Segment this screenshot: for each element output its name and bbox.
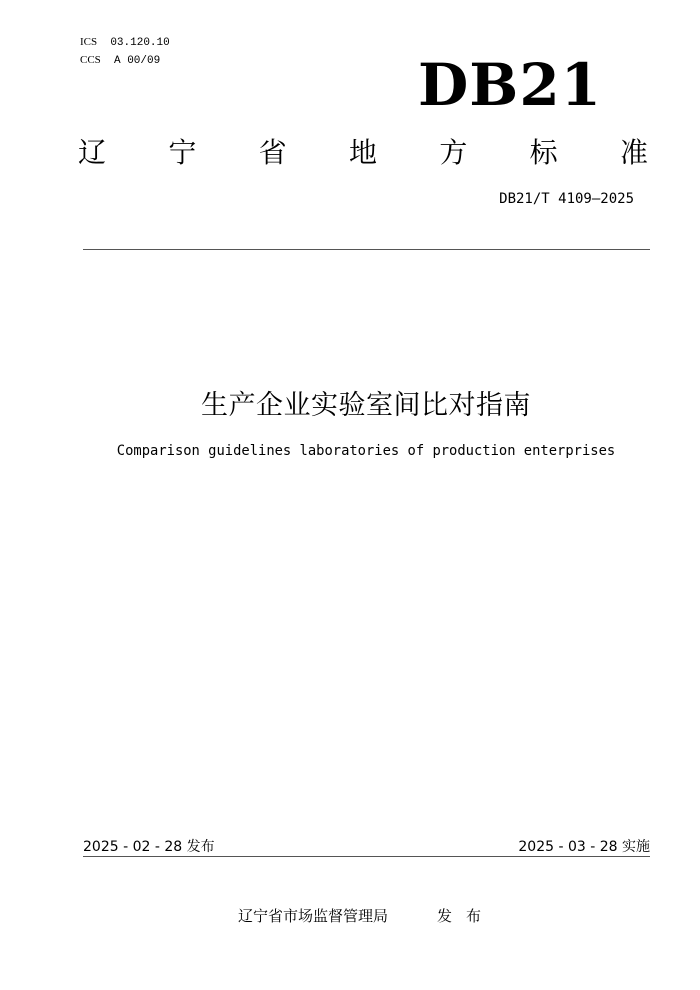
issue-date: 2025 - 02 - 28 发布 bbox=[83, 839, 215, 855]
standard-type-char: 方 bbox=[439, 136, 468, 169]
issuer-name: 辽宁省市场监督管理局 bbox=[238, 907, 389, 925]
bottom-divider bbox=[83, 856, 650, 857]
ccs-code: A 00/09 bbox=[114, 55, 161, 67]
implementation-date: 2025 - 03 - 28 实施 bbox=[518, 839, 650, 855]
issuer-action: 发布 bbox=[437, 907, 496, 925]
title-english: Comparison guidelines laboratories of production enterprises bbox=[116, 443, 616, 459]
ics-line bbox=[80, 34, 170, 52]
db21-logo: DB21 bbox=[418, 51, 603, 119]
classification-codes bbox=[80, 34, 170, 70]
standard-type-char: 省 bbox=[258, 136, 287, 169]
standard-type-char: 标 bbox=[529, 136, 558, 169]
ics-label: ICS bbox=[80, 36, 98, 48]
standard-number: DB21/T 4109—2025 bbox=[499, 191, 634, 207]
standard-type-char: 准 bbox=[619, 136, 648, 169]
standard-type-title bbox=[78, 136, 648, 170]
ics-code: 03.120.10 bbox=[110, 37, 170, 49]
standard-type-char: 宁 bbox=[168, 136, 197, 169]
ccs-label: CCS bbox=[80, 54, 101, 66]
standard-type-char: 地 bbox=[348, 136, 377, 169]
ccs-line bbox=[80, 52, 170, 70]
top-divider bbox=[83, 249, 650, 250]
standard-type-char: 辽 bbox=[78, 136, 107, 169]
title-chinese: 生产企业实验室间比对指南 bbox=[201, 390, 531, 421]
